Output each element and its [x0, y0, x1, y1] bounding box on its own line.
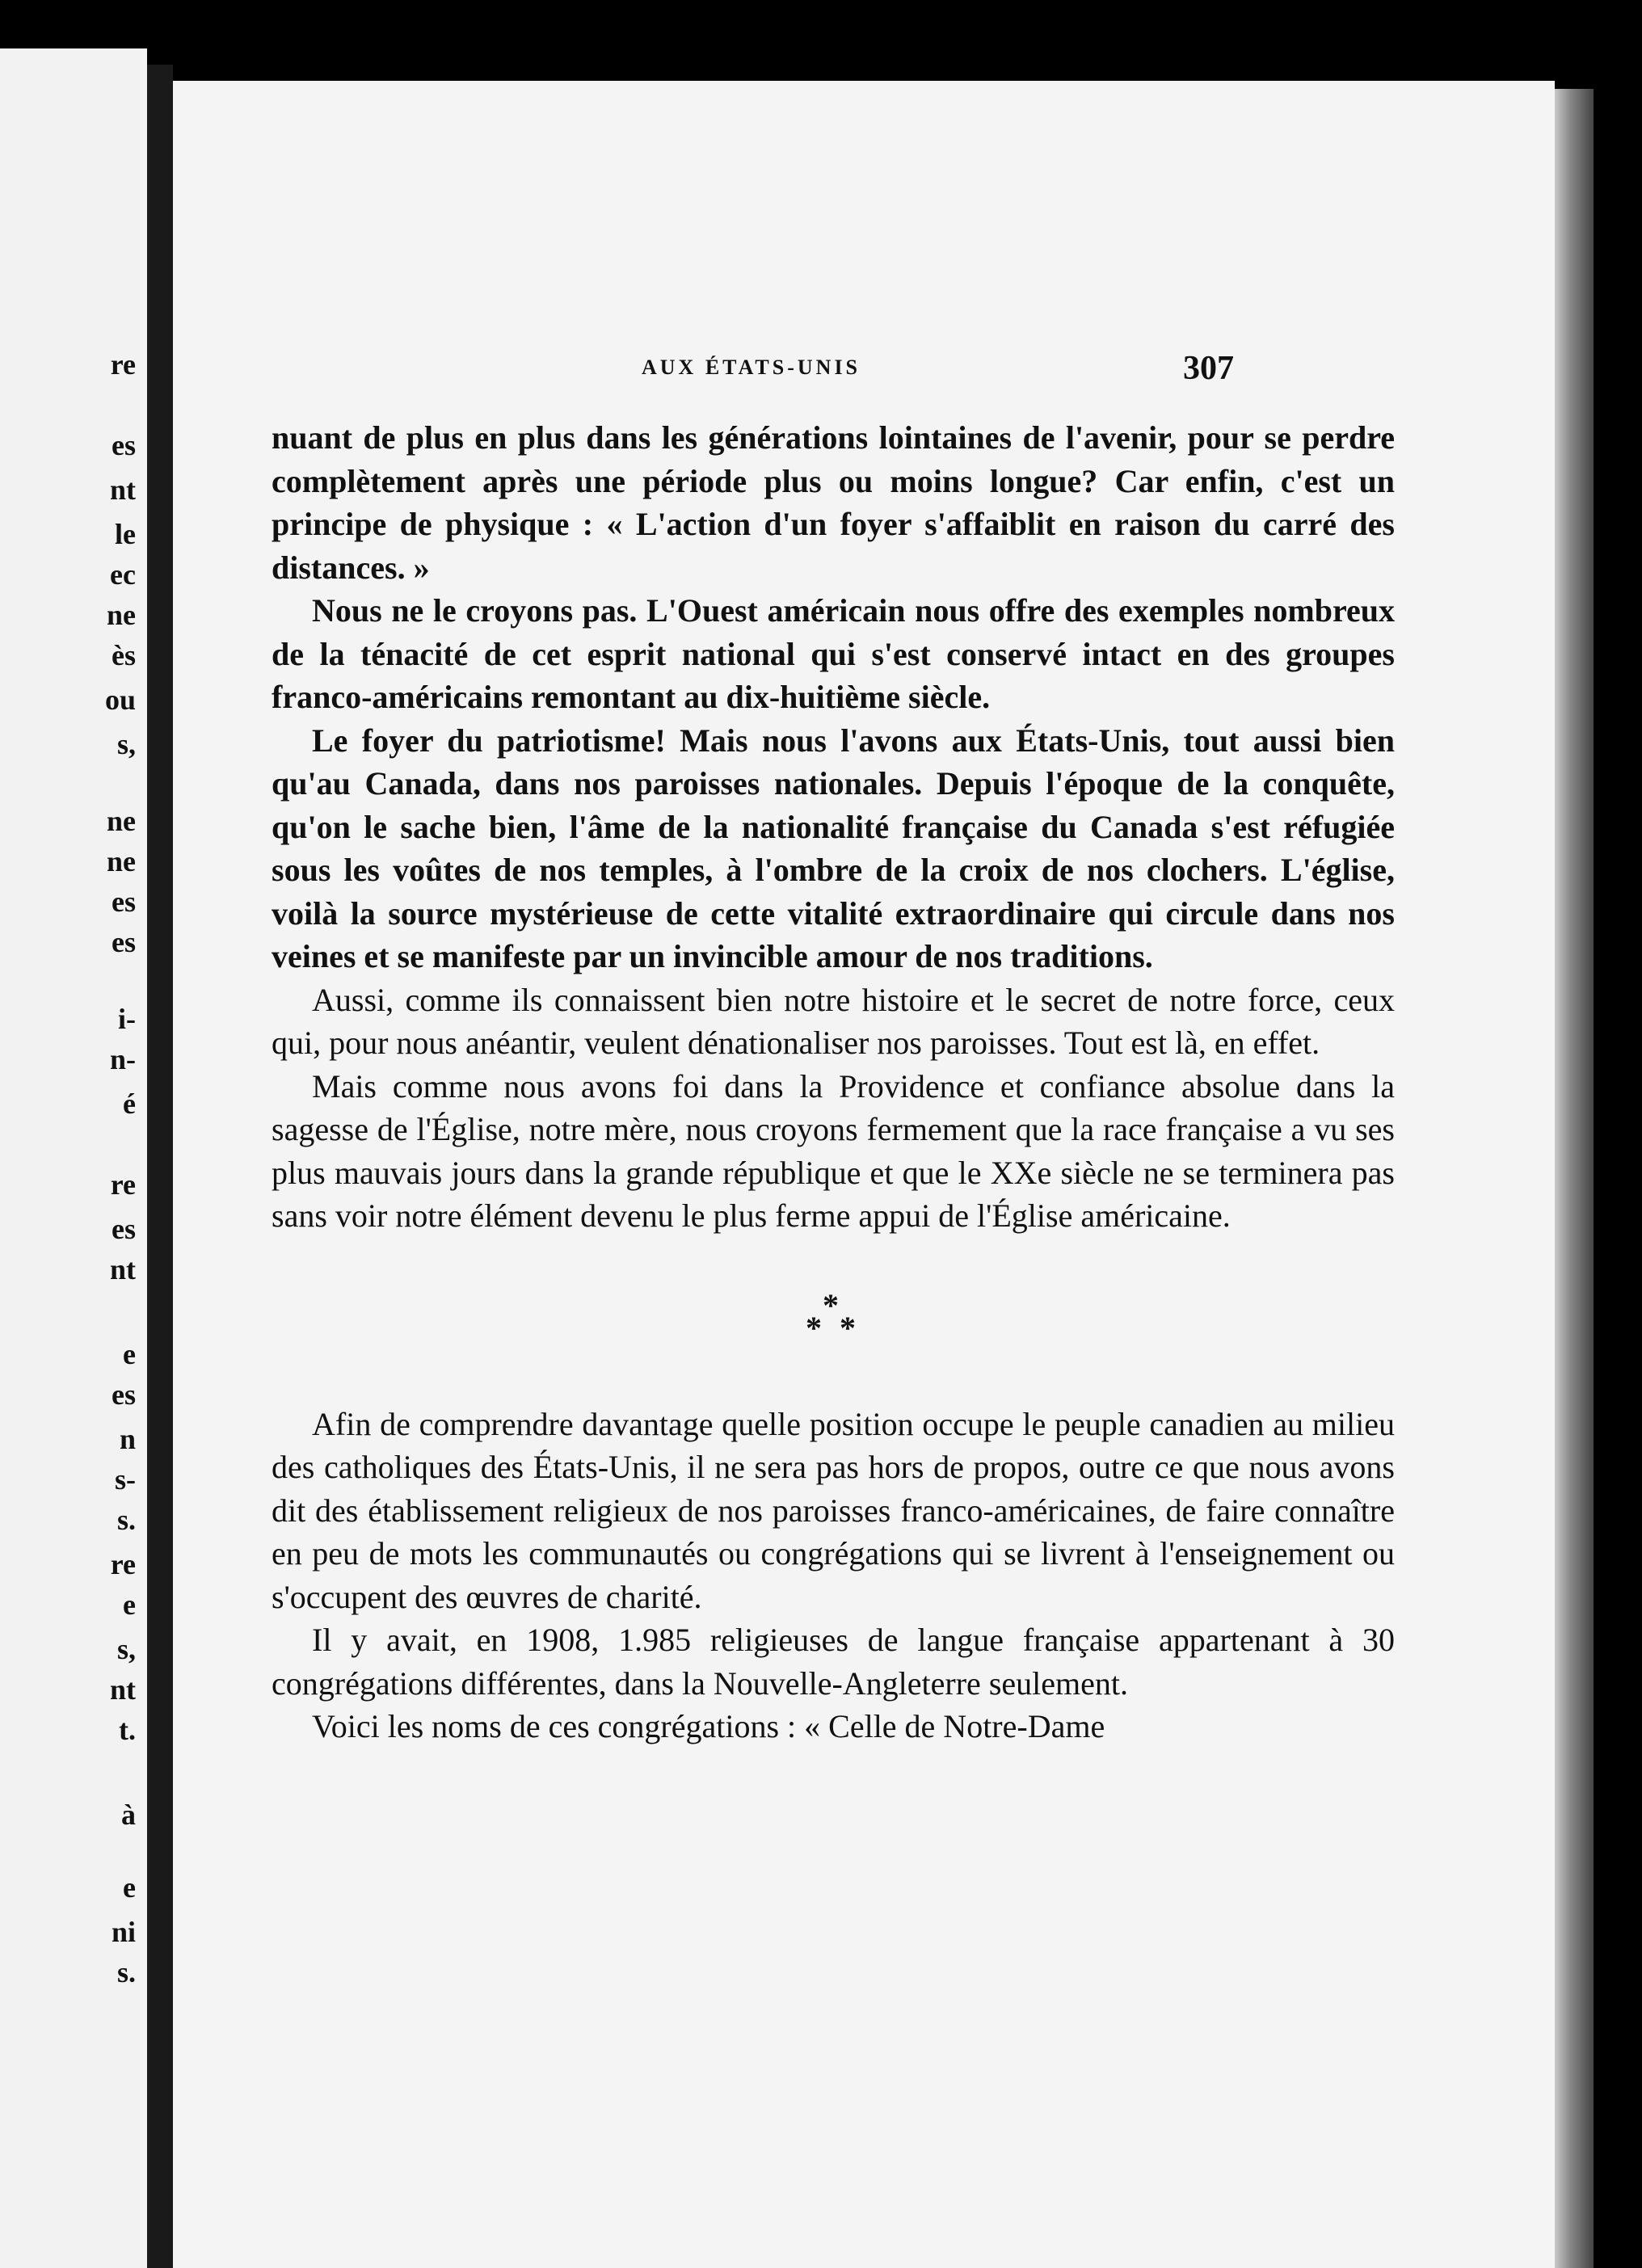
- left-page-fragment: es: [112, 429, 136, 461]
- left-page-fragment: s.: [116, 1956, 136, 1988]
- left-page-fragment: nt: [109, 473, 136, 506]
- left-page-fragment: s.: [116, 1504, 136, 1536]
- left-page-fragment: es: [112, 926, 136, 958]
- left-page-fragment: i-: [118, 1003, 136, 1035]
- left-page-fragment: n: [119, 1423, 136, 1455]
- left-page-fragment: nt: [109, 1673, 136, 1706]
- paragraph-5: Mais comme nous avons foi dans la Providence et confiance absolue dans la sagesse de l'Église, notre mère, nous croyons fermement que la race française a vu ses plus mauvais jours dans la grande république et que le XXe siècle ne se terminera pas sans voir notre élément devenu le plus ferme appui de l'Église américaine.: [272, 1067, 1395, 1234]
- paragraph-2: Nous ne le croyons pas. L'Ouest américain nous offre des exemples nombreux de la ténacité de cet esprit national qui s'est conservé intact en des groupes franco-américains remontant au dix-huitième siècle.: [272, 592, 1395, 715]
- left-page-fragment: re: [110, 1548, 136, 1580]
- left-page-fragment: é: [123, 1088, 136, 1120]
- left-page-fragment: ec: [110, 558, 136, 591]
- left-page-edge: [0, 48, 147, 2268]
- left-page-fragment: ne: [107, 845, 136, 877]
- left-page-fragment: ès: [112, 639, 136, 671]
- left-page-fragment: à: [121, 1799, 136, 1831]
- left-page-fragment: s-: [115, 1463, 136, 1496]
- left-page-fragment: e: [123, 1588, 136, 1621]
- left-page-fragment: ne: [107, 805, 136, 837]
- paragraph-6: Afin de comprendre davantage quelle position occupe le peuple canadien au milieu des catholiques des États-Unis, il ne sera pas hors de propos, outre ce que nous avons dit des établissement religieux de nos paroisses franco-américaines, de faire connaître en peu de mots les communautés ou congrégations qui se livrent à l'enseignement ou s'occupent des œuvres de charité.: [272, 1405, 1395, 1615]
- page-body: [272, 416, 1395, 1748]
- paragraph-4: Aussi, comme ils connaissent bien notre histoire et le secret de notre force, ceux qui, pour nous anéantir, veulent dénationaliser nos paroisses. Tout est là, en effet.: [272, 981, 1395, 1061]
- left-page-fragment: ni: [111, 1916, 136, 1948]
- right-page: [173, 81, 1555, 2268]
- left-page-fragment: ou: [104, 684, 136, 716]
- left-page-fragment: re: [110, 348, 136, 381]
- page-stack-edge: [1555, 89, 1594, 2268]
- left-page-fragment: n-: [109, 1043, 136, 1075]
- left-page-fragment: t.: [119, 1714, 136, 1746]
- left-page-fragment: re: [110, 1168, 136, 1201]
- left-page-fragment: s,: [116, 728, 136, 760]
- left-page-fragment: es: [112, 1378, 136, 1411]
- section-asterism: * * *: [806, 1286, 861, 1346]
- paragraph-8: Voici les noms de ces congrégations : « Celle de Notre-Dame: [312, 1708, 1105, 1744]
- paragraph-1: nuant de plus en plus dans les générations lointaines de l'avenir, pour se perdre complètement après une période plus ou moins longue? Car enfin, c'est un principe de physique : « L'action d'un foyer s'affaiblit en raison du carré des distances. »: [272, 419, 1395, 586]
- left-page-fragment: es: [112, 886, 136, 918]
- page-number: 307: [1183, 350, 1234, 387]
- left-page-fragment: ne: [107, 599, 136, 631]
- left-page-fragment: le: [115, 518, 136, 550]
- left-page-fragment: e: [123, 1871, 136, 1904]
- paragraph-3: Le foyer du patriotisme! Mais nous l'avons aux États-Unis, tout aussi bien qu'au Canada, dans nos paroisses nationales. Depuis l'époque de la conquête, qu'on le sache bien, l'âme de la nationalité française du Canada s'est réfugiée sous les voûtes de nos temples, à l'ombre de la croix de nos clochers. L'église, voilà la source mystérieuse de cette vitalité extraordinaire qui circule dans nos veines et se manifeste par un invincible amour de nos traditions.: [272, 722, 1395, 974]
- left-page-fragment: nt: [109, 1253, 136, 1285]
- left-page-fragment: e: [123, 1338, 136, 1370]
- left-page-fragment: s,: [116, 1633, 136, 1665]
- running-head: AUX ÉTATS-UNIS: [642, 356, 861, 379]
- page-header: [173, 350, 1555, 396]
- paragraph-7: Il y avait, en 1908, 1.985 religieuses de langue française appartenant à 30 congrégations différentes, dans la Nouvelle-Angleterre seulement.: [272, 1622, 1395, 1702]
- book-gutter: [147, 65, 173, 2268]
- left-page-fragment: es: [112, 1213, 136, 1245]
